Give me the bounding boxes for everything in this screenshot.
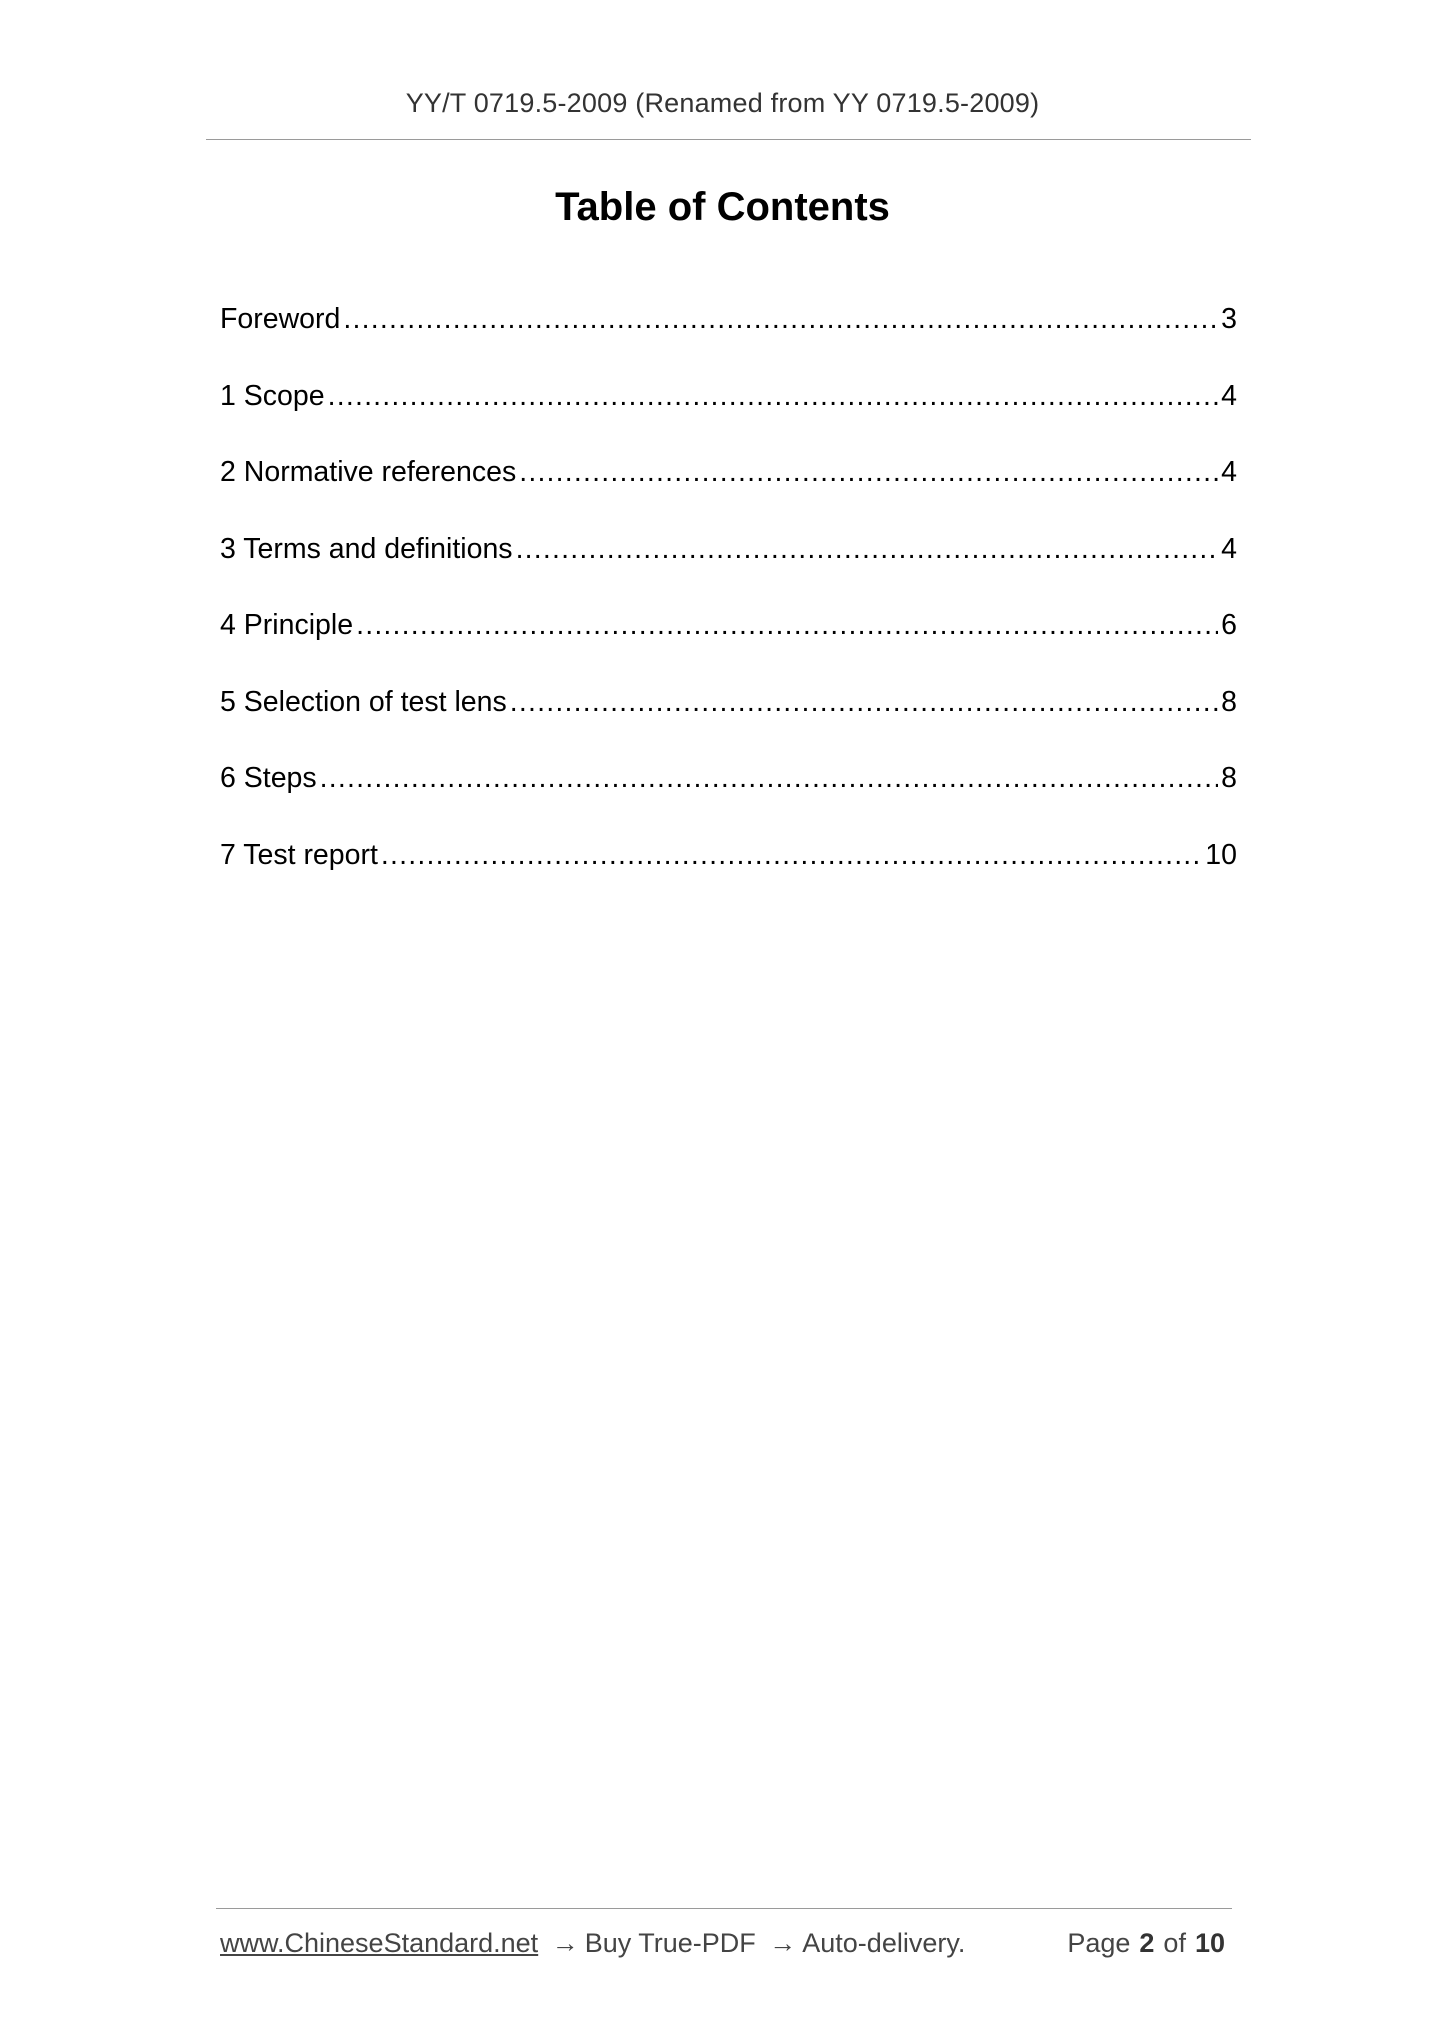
- toc-entry-terms-and-definitions[interactable]: [220, 533, 1237, 610]
- toc-entry-principle[interactable]: [220, 609, 1237, 686]
- table-of-contents: [220, 303, 1237, 915]
- dot-leader: [320, 762, 1218, 795]
- toc-entry-page: 8: [1221, 685, 1237, 718]
- website-link[interactable]: www.ChineseStandard.net: [220, 1928, 539, 1958]
- arrow-right-icon: →: [551, 1928, 579, 1958]
- toc-entry-page: 3: [1221, 303, 1237, 335]
- current-page: 2: [1139, 1928, 1155, 1958]
- toc-entry-page: 4: [1221, 456, 1237, 488]
- dot-leader: [328, 380, 1219, 413]
- toc-entry-label: 2 Normative references: [220, 456, 517, 488]
- toc-entry-selection-of-test-lens[interactable]: [220, 686, 1237, 763]
- toc-entry-page: 6: [1221, 609, 1237, 641]
- footer-divider: [216, 1908, 1232, 1909]
- page-title: Table of Contents: [555, 185, 890, 229]
- toc-entry-foreword[interactable]: [220, 303, 1237, 380]
- toc-entry-label: 4 Principle: [220, 609, 354, 641]
- dot-leader: [343, 303, 1218, 336]
- dot-leader: [381, 839, 1202, 872]
- toc-entry-normative-references[interactable]: [220, 456, 1237, 533]
- arrow-right-icon: →: [769, 1928, 797, 1958]
- toc-entry-label: Foreword: [220, 303, 341, 335]
- toc-entry-label: 1 Scope: [220, 379, 325, 412]
- toc-entry-test-report[interactable]: [220, 839, 1237, 916]
- toc-entry-page: 8: [1221, 762, 1237, 794]
- dot-leader: [356, 609, 1218, 642]
- toc-entry-page: 4: [1221, 532, 1237, 565]
- of-word: of: [1163, 1928, 1186, 1958]
- toc-entry-label: 6 Steps: [220, 762, 317, 794]
- auto-delivery-text: Auto-delivery.: [802, 1928, 966, 1958]
- toc-entry-steps[interactable]: [220, 762, 1237, 839]
- toc-entry-label: 3 Terms and definitions: [220, 532, 513, 565]
- page-word: Page: [1067, 1928, 1131, 1958]
- toc-entry-page: 4: [1221, 379, 1237, 412]
- buy-true-pdf-text: Buy True-PDF: [584, 1928, 756, 1958]
- toc-entry-label: 5 Selection of test lens: [220, 685, 507, 718]
- page-footer: [220, 1928, 1232, 1959]
- dot-leader: [510, 686, 1218, 719]
- toc-entry-scope[interactable]: [220, 380, 1237, 457]
- dot-leader: [519, 456, 1218, 489]
- running-header: YY/T 0719.5-2009 (Renamed from YY 0719.5-2009): [405, 88, 1040, 118]
- toc-entry-page: 10: [1205, 838, 1237, 871]
- total-pages: 10: [1194, 1928, 1225, 1958]
- page-number: [1067, 1928, 1225, 1959]
- toc-entry-label: 7 Test report: [220, 838, 378, 871]
- dot-leader: [516, 533, 1219, 566]
- header-divider: [206, 139, 1251, 140]
